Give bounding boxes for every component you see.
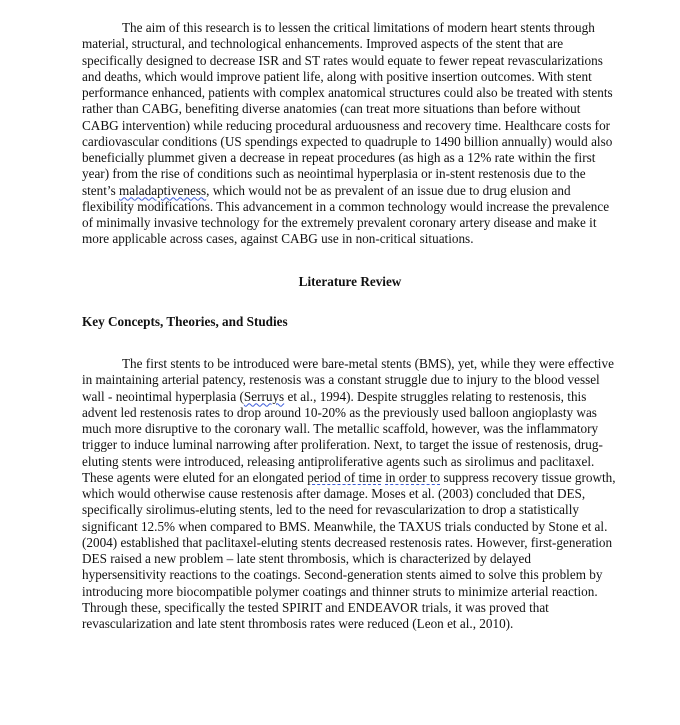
spellcheck-flagged-word[interactable]: maladaptiveness	[119, 182, 207, 198]
literature-paragraph-text-a: The first stents to be introduced were bare-metal stents (BMS), yet, while they were effective in maintaining arterial patency, restenosis was a constant struggle due to injury to the blood vessel wall - neointimal hyperplasia (	[82, 356, 614, 404]
grammar-flagged-phrase-2[interactable]: in order to	[385, 469, 441, 485]
spellcheck-flagged-name[interactable]: Serruys	[243, 388, 285, 404]
section-heading: Literature Review	[298, 273, 402, 289]
literature-paragraph-text-d: suppress recovery tissue growth, which would otherwise cause restenosis after damage. Moses et al. (2003) concluded that DES, specifically sirolimus-eluting stents, led to the need for revascularization to drop a statistically significant 12.5% when compared to BMS. Meanwhile, the TAXUS trials conducted by Stone et al. (2004) established that paclitaxel-eluting stents decreased restenosis rates. However, first-generation DES raised a new problem – late stent thrombosis, which is characterized by delayed hypersensitivity reactions to the coatings. Second-generation stents aimed to solve this problem by introducing more biocompatible polymer coatings and thinner struts to minimize arterial reaction. Through these, specifically the tested SPIRIT and ENDEAVOR trials, it was proved that revascularization and late stent thrombosis rates were reduced (Leon et al., 2010).	[82, 469, 616, 631]
intro-paragraph-text-b: , which would not be as prevalent of an issue due to drug elusion and flexibility modifications. This advancement in a common technology would increase the prevalence of minimally invasive technology for the extremely prevalent coronary artery disease and make it more applicable across cases, against CABG use in non-critical situations.	[82, 182, 610, 247]
literature-paragraph	[82, 356, 618, 632]
document-page	[82, 20, 618, 632]
subsection-heading: Key Concepts, Theories, and Studies	[82, 313, 288, 329]
intro-paragraph	[82, 20, 618, 248]
intro-paragraph-text-a: The aim of this research is to lessen the critical limitations of modern heart stents through material, structural, and technological enhancements. Improved aspects of the stent that are specifically designed to decrease ISR and ST rates would equate to fewer repeat revascularizations and deaths, which would improve patient life, along with positive insertion outcomes. With stent performance enhanced, patients with complex anatomical structures could also be treated with stents rather than CABG, benefiting diverse anatomies (can treat more situations than before without CABG intervention) while reducing procedural arduousness and recovery time. Healthcare costs for cardiovascular conditions (US spendings expected to quadruple to 1490 billion annually) would also beneficially plummet given a decrease in repeat procedures (as high as a 12% rate within the first year) from the rise of conditions such as neointimal hyperplasia or in-stent restenosis due to the stent’s	[82, 20, 613, 198]
grammar-flagged-phrase-1[interactable]: period of time	[307, 469, 382, 485]
literature-paragraph-text-b: et al., 1994). Despite struggles relating to restenosis, this advent led restenosis rates to drop around 10-20% as the previously used balloon angioplasty was much more disruptive to the coronary wall. The metallic scaffold, however, was the inflammatory trigger to induce luminal narrowing after proliferation. Next, to target the issue of restenosis, drug-eluting stents were introduced, releasing antiproliferative agents such as sirolimus and paclitaxel. These agents were eluted for an elongated	[82, 388, 603, 485]
